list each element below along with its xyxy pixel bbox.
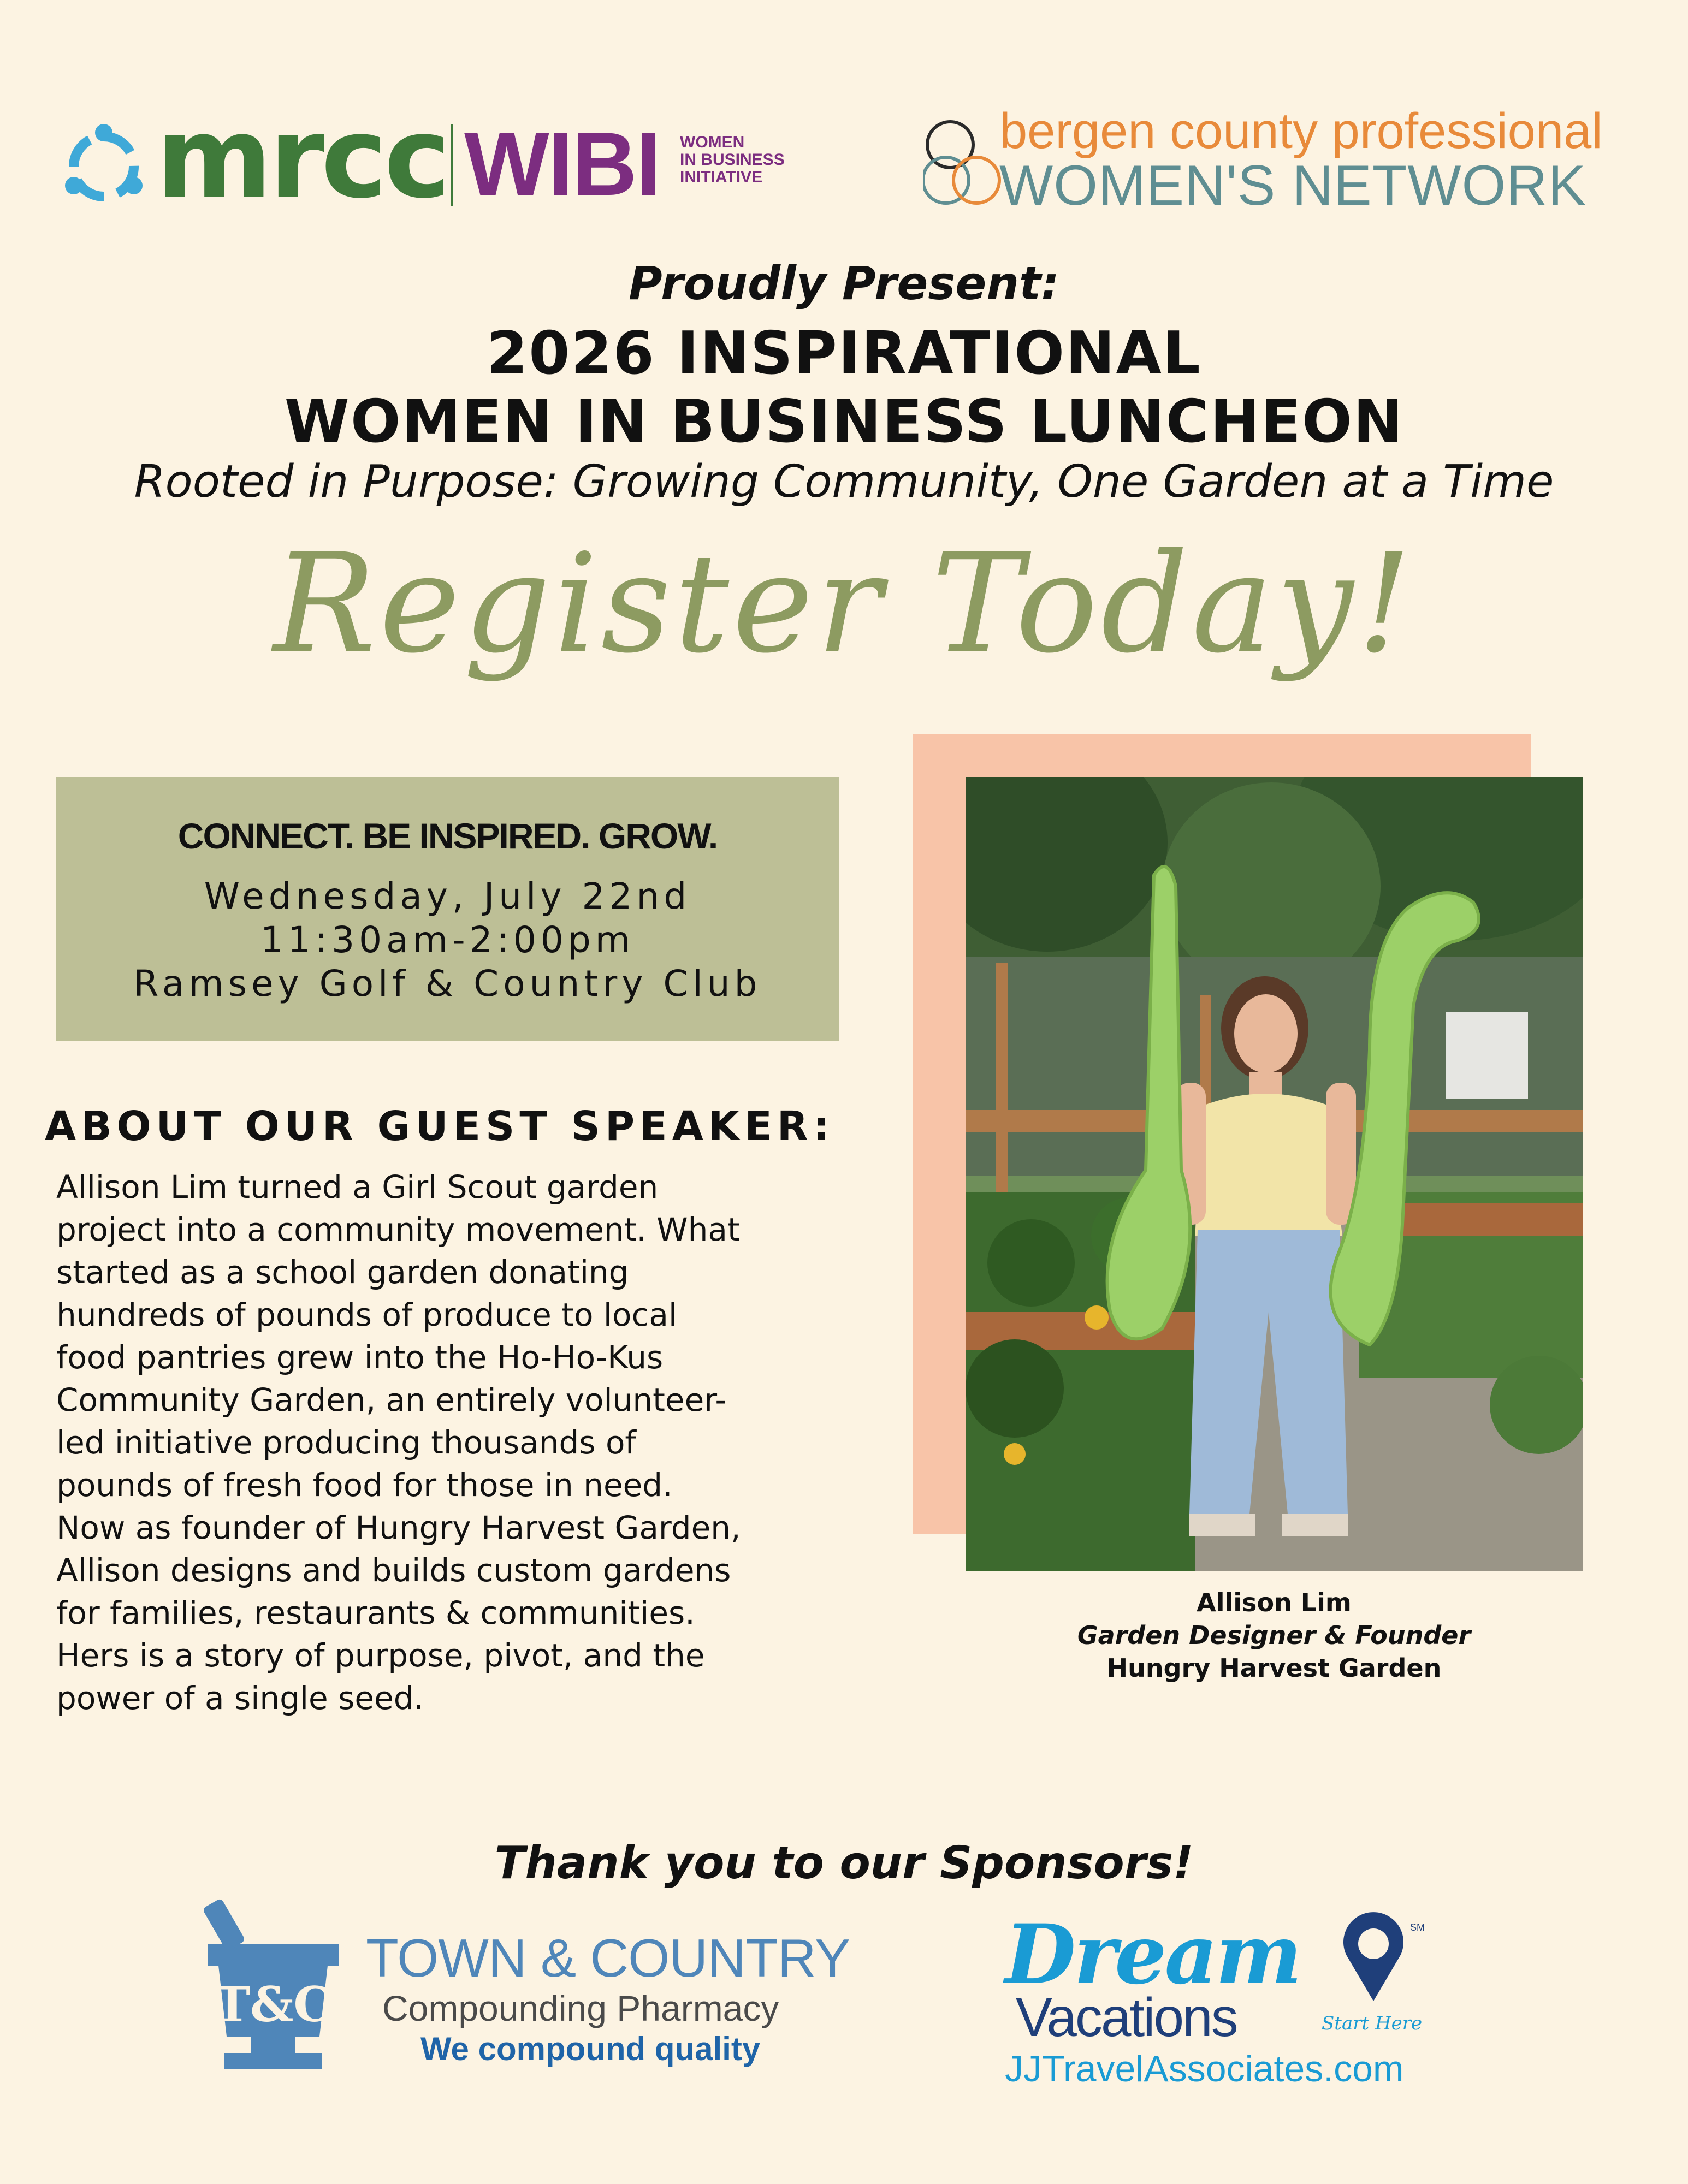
speaker-company: Hungry Harvest Garden [1106, 1653, 1442, 1683]
dream-vacations-logo[interactable] [999, 1907, 1545, 2097]
speaker-photo [966, 777, 1583, 1571]
dv-vacations-wordmark: Vacations [1016, 1987, 1237, 2048]
tc-name: TOWN & COUNTRY [366, 1928, 850, 1988]
dv-start-here: Start Here [1322, 2013, 1423, 2034]
event-title-line2: WOMEN IN BUSINESS LUNCHEON [284, 388, 1404, 456]
event-subtitle: Rooted in Purpose: Growing Community, One Garden at a Time [134, 456, 1554, 508]
location-pin-icon [1338, 1911, 1409, 2004]
bcpwn-line2: WOMEN'S NETWORK [999, 154, 1586, 217]
dv-dream-wordmark: Dream [1005, 1907, 1300, 2003]
event-venue: Ramsey Golf & Country Club [133, 963, 762, 1005]
tagline: CONNECT. BE INSPIRED. GROW. [177, 816, 718, 856]
presenter-line: Proudly Present: [629, 257, 1059, 310]
mrcc-wordmark: mrcc [156, 93, 447, 223]
logo-divider [451, 124, 453, 206]
event-details-box [56, 777, 839, 1041]
bcpwn-logo [923, 103, 1611, 217]
tc-tagline: We compound quality [420, 2031, 761, 2067]
speaker-photo-illustration [966, 777, 1583, 1571]
tc-subtitle: Compounding Pharmacy [382, 1988, 779, 2028]
rings-icon [923, 115, 1005, 213]
mrcc-wibi-logo [57, 93, 811, 223]
bcpwn-line1: bergen county professional [999, 103, 1603, 159]
speaker-bio: Allison Lim turned a Girl Scout garden project into a community movement. What started as a school garden donating hundreds of pounds of produce to local food pantries grew into the Ho-Ho-Kus Community Garden, an entirely volunteer- led initiative producing thousands of pounds of fresh food for those in need. Now as founder of Hungry Harvest Garden, Allison designs and builds custom gardens for families, restaurants & communities. Hers is a story of purpose, pivot, and the power of a single seed. [56, 1168, 741, 1717]
tc-monogram: T&C [214, 1976, 332, 2033]
sponsors-heading: Thank you to our Sponsors! [494, 1837, 1194, 1889]
wibi-wordmark: WIBI [464, 114, 660, 214]
wibi-subtitle: WOMEN IN BUSINESS INITIATIVE [680, 133, 785, 186]
speaker-name: Allison Lim [1197, 1588, 1352, 1617]
speaker-role: Garden Designer & Founder [1077, 1621, 1471, 1650]
mortar-pestle-icon [202, 1895, 344, 2075]
speaker-caption [966, 1586, 1583, 1684]
town-country-logo[interactable] [202, 1895, 857, 2075]
register-today-cta[interactable]: Register Today! [273, 524, 1415, 683]
dv-service-mark: SM [1410, 1922, 1425, 1933]
mrcc-circle-icon [57, 123, 150, 210]
event-date: Wednesday, July 22nd [204, 875, 691, 917]
dv-url-link[interactable]: JJTravelAssociates.com [1005, 2048, 1404, 2090]
event-title-line1: 2026 INSPIRATIONAL [487, 319, 1201, 388]
speaker-heading: ABOUT OUR GUEST SPEAKER: [45, 1103, 834, 1150]
event-time: 11:30am-2:00pm [260, 919, 635, 961]
